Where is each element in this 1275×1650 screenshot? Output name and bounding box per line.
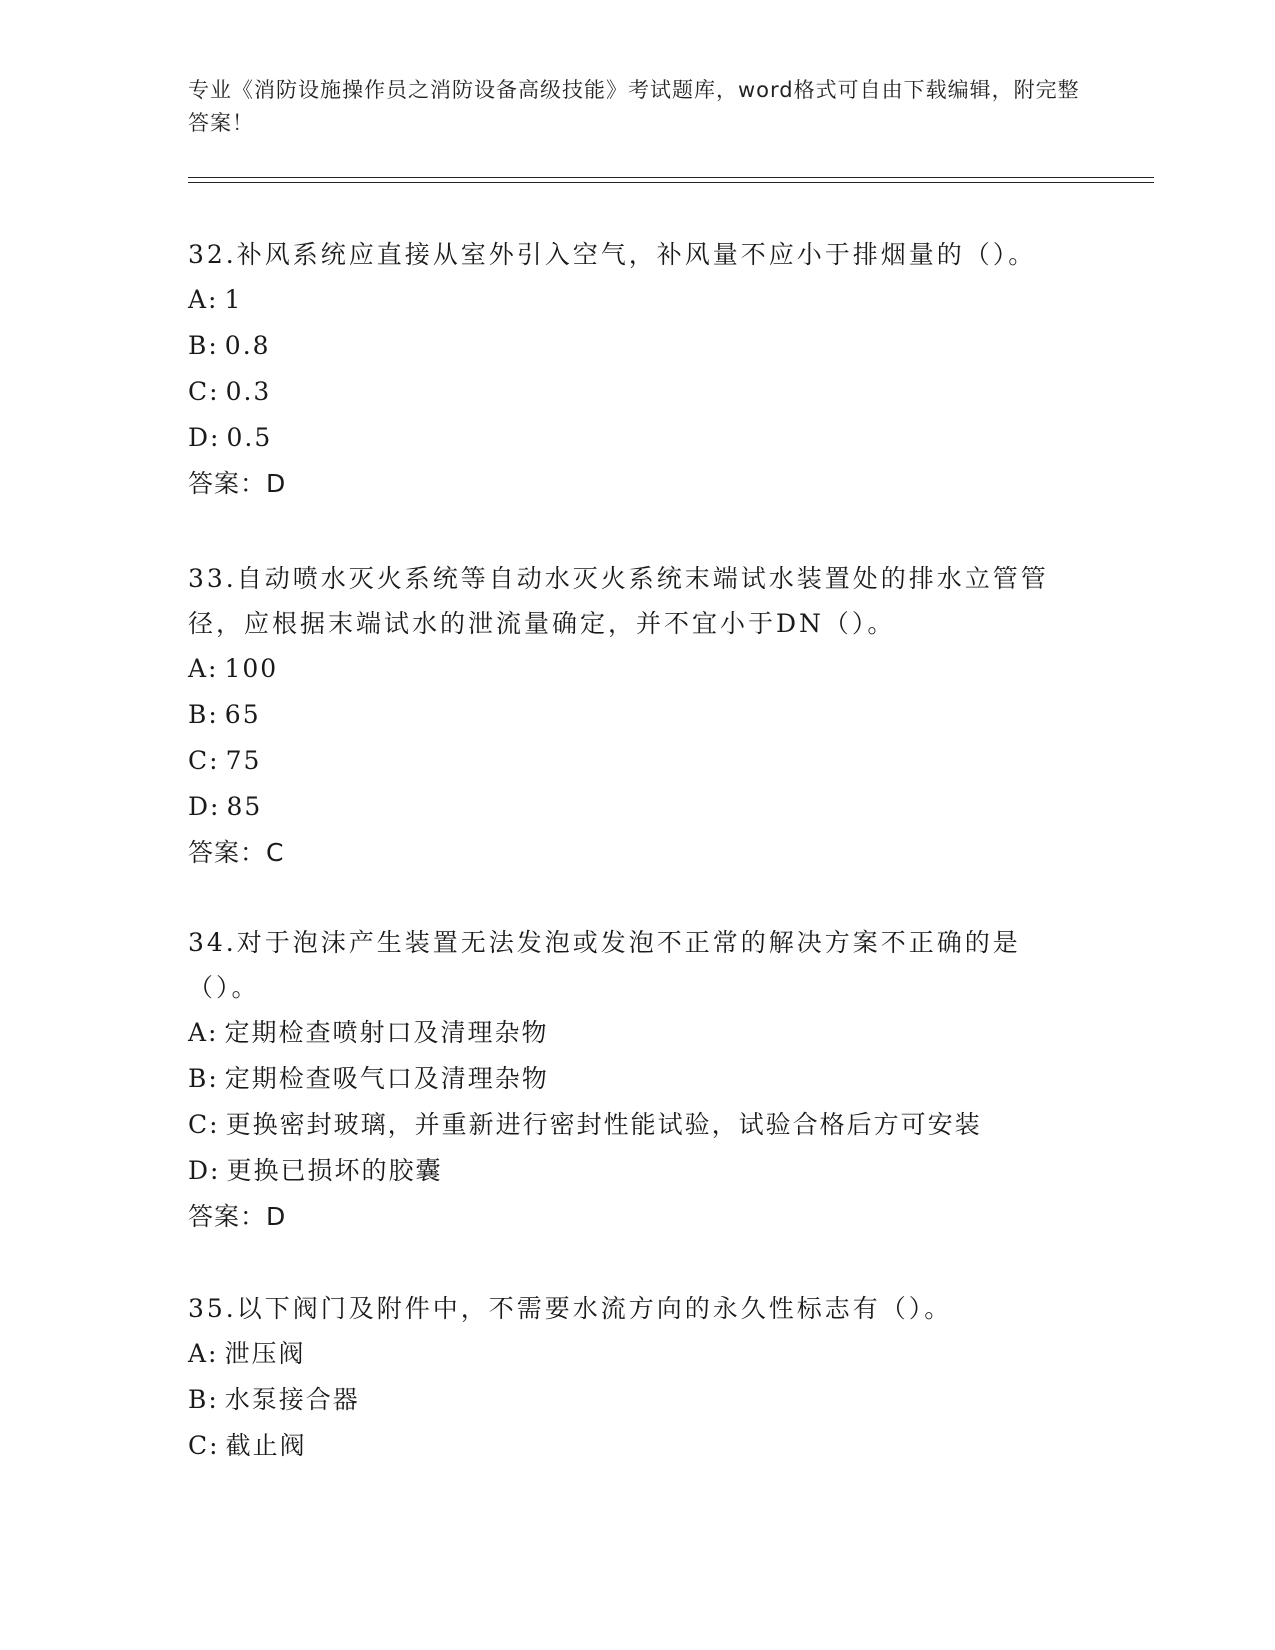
option-key: C:	[188, 377, 220, 406]
question-33	[188, 556, 1088, 876]
option-c	[188, 1423, 1088, 1469]
option-key: D:	[188, 792, 221, 821]
option-key: B:	[188, 1385, 219, 1414]
option-text: 0.3	[225, 377, 272, 406]
option-a	[188, 646, 1088, 692]
question-35	[188, 1286, 1088, 1469]
option-text: 100	[224, 654, 279, 683]
option-a	[188, 277, 1088, 323]
option-b	[188, 1377, 1088, 1423]
option-key: A:	[188, 654, 219, 683]
option-b	[188, 323, 1088, 369]
option-text: 定期检查吸气口及清理杂物	[224, 1064, 549, 1093]
option-text: 更换密封玻璃，并重新进行密封性能试验，试验合格后方可安装	[225, 1110, 982, 1139]
option-key: C:	[188, 1110, 220, 1139]
option-c	[188, 1102, 1088, 1148]
option-a	[188, 1331, 1088, 1377]
option-d	[188, 415, 1088, 461]
answer: 答案：D	[188, 469, 287, 498]
option-key: D:	[188, 423, 221, 452]
option-text: 泄压阀	[224, 1339, 306, 1368]
option-text: 更换已损坏的胶囊	[226, 1156, 443, 1185]
answer: 答案：C	[188, 838, 285, 867]
option-key: C:	[188, 746, 220, 775]
option-a	[188, 1010, 1088, 1056]
option-b	[188, 1056, 1088, 1102]
option-key: A:	[188, 1018, 219, 1047]
question-stem: 32.补风系统应直接从室外引入空气，补风量不应小于排烟量的（）。	[188, 240, 1037, 269]
option-text: 水泵接合器	[224, 1385, 360, 1414]
header-divider-bottom	[188, 182, 1154, 183]
option-text: 75	[225, 746, 262, 775]
option-c	[188, 369, 1088, 415]
option-c	[188, 738, 1088, 784]
question-stem: 34.对于泡沫产生装置无法发泡或发泡不正常的解决方案不正确的是（）。	[188, 928, 1021, 1002]
option-text: 截止阀	[225, 1431, 307, 1460]
option-text: 85	[226, 792, 263, 821]
option-key: C:	[188, 1431, 220, 1460]
option-text: 0.5	[226, 423, 273, 452]
option-key: B:	[188, 1064, 219, 1093]
option-text: 定期检查喷射口及清理杂物	[224, 1018, 549, 1047]
option-text: 1	[224, 285, 243, 314]
option-text: 65	[224, 700, 261, 729]
option-d	[188, 784, 1088, 830]
document-header: 专业《消防设施操作员之消防设备高级技能》考试题库，word格式可自由下载编辑，附完整答案！	[188, 78, 1080, 135]
option-key: B:	[188, 331, 219, 360]
question-34	[188, 920, 1088, 1240]
question-stem: 35.以下阀门及附件中，不需要水流方向的永久性标志有（）。	[188, 1294, 953, 1323]
option-text: 0.8	[224, 331, 271, 360]
question-32	[188, 232, 1088, 507]
header-divider-top	[188, 177, 1154, 178]
option-key: D:	[188, 1156, 221, 1185]
option-key: B:	[188, 700, 219, 729]
answer: 答案：D	[188, 1202, 287, 1231]
option-key: A:	[188, 285, 219, 314]
question-stem: 33.自动喷水灭火系统等自动水灭火系统末端试水装置处的排水立管管径，应根据末端试水的泄流量确定，并不宜小于DN（）。	[188, 564, 1049, 638]
option-d	[188, 1148, 1088, 1194]
option-b	[188, 692, 1088, 738]
option-key: A:	[188, 1339, 219, 1368]
